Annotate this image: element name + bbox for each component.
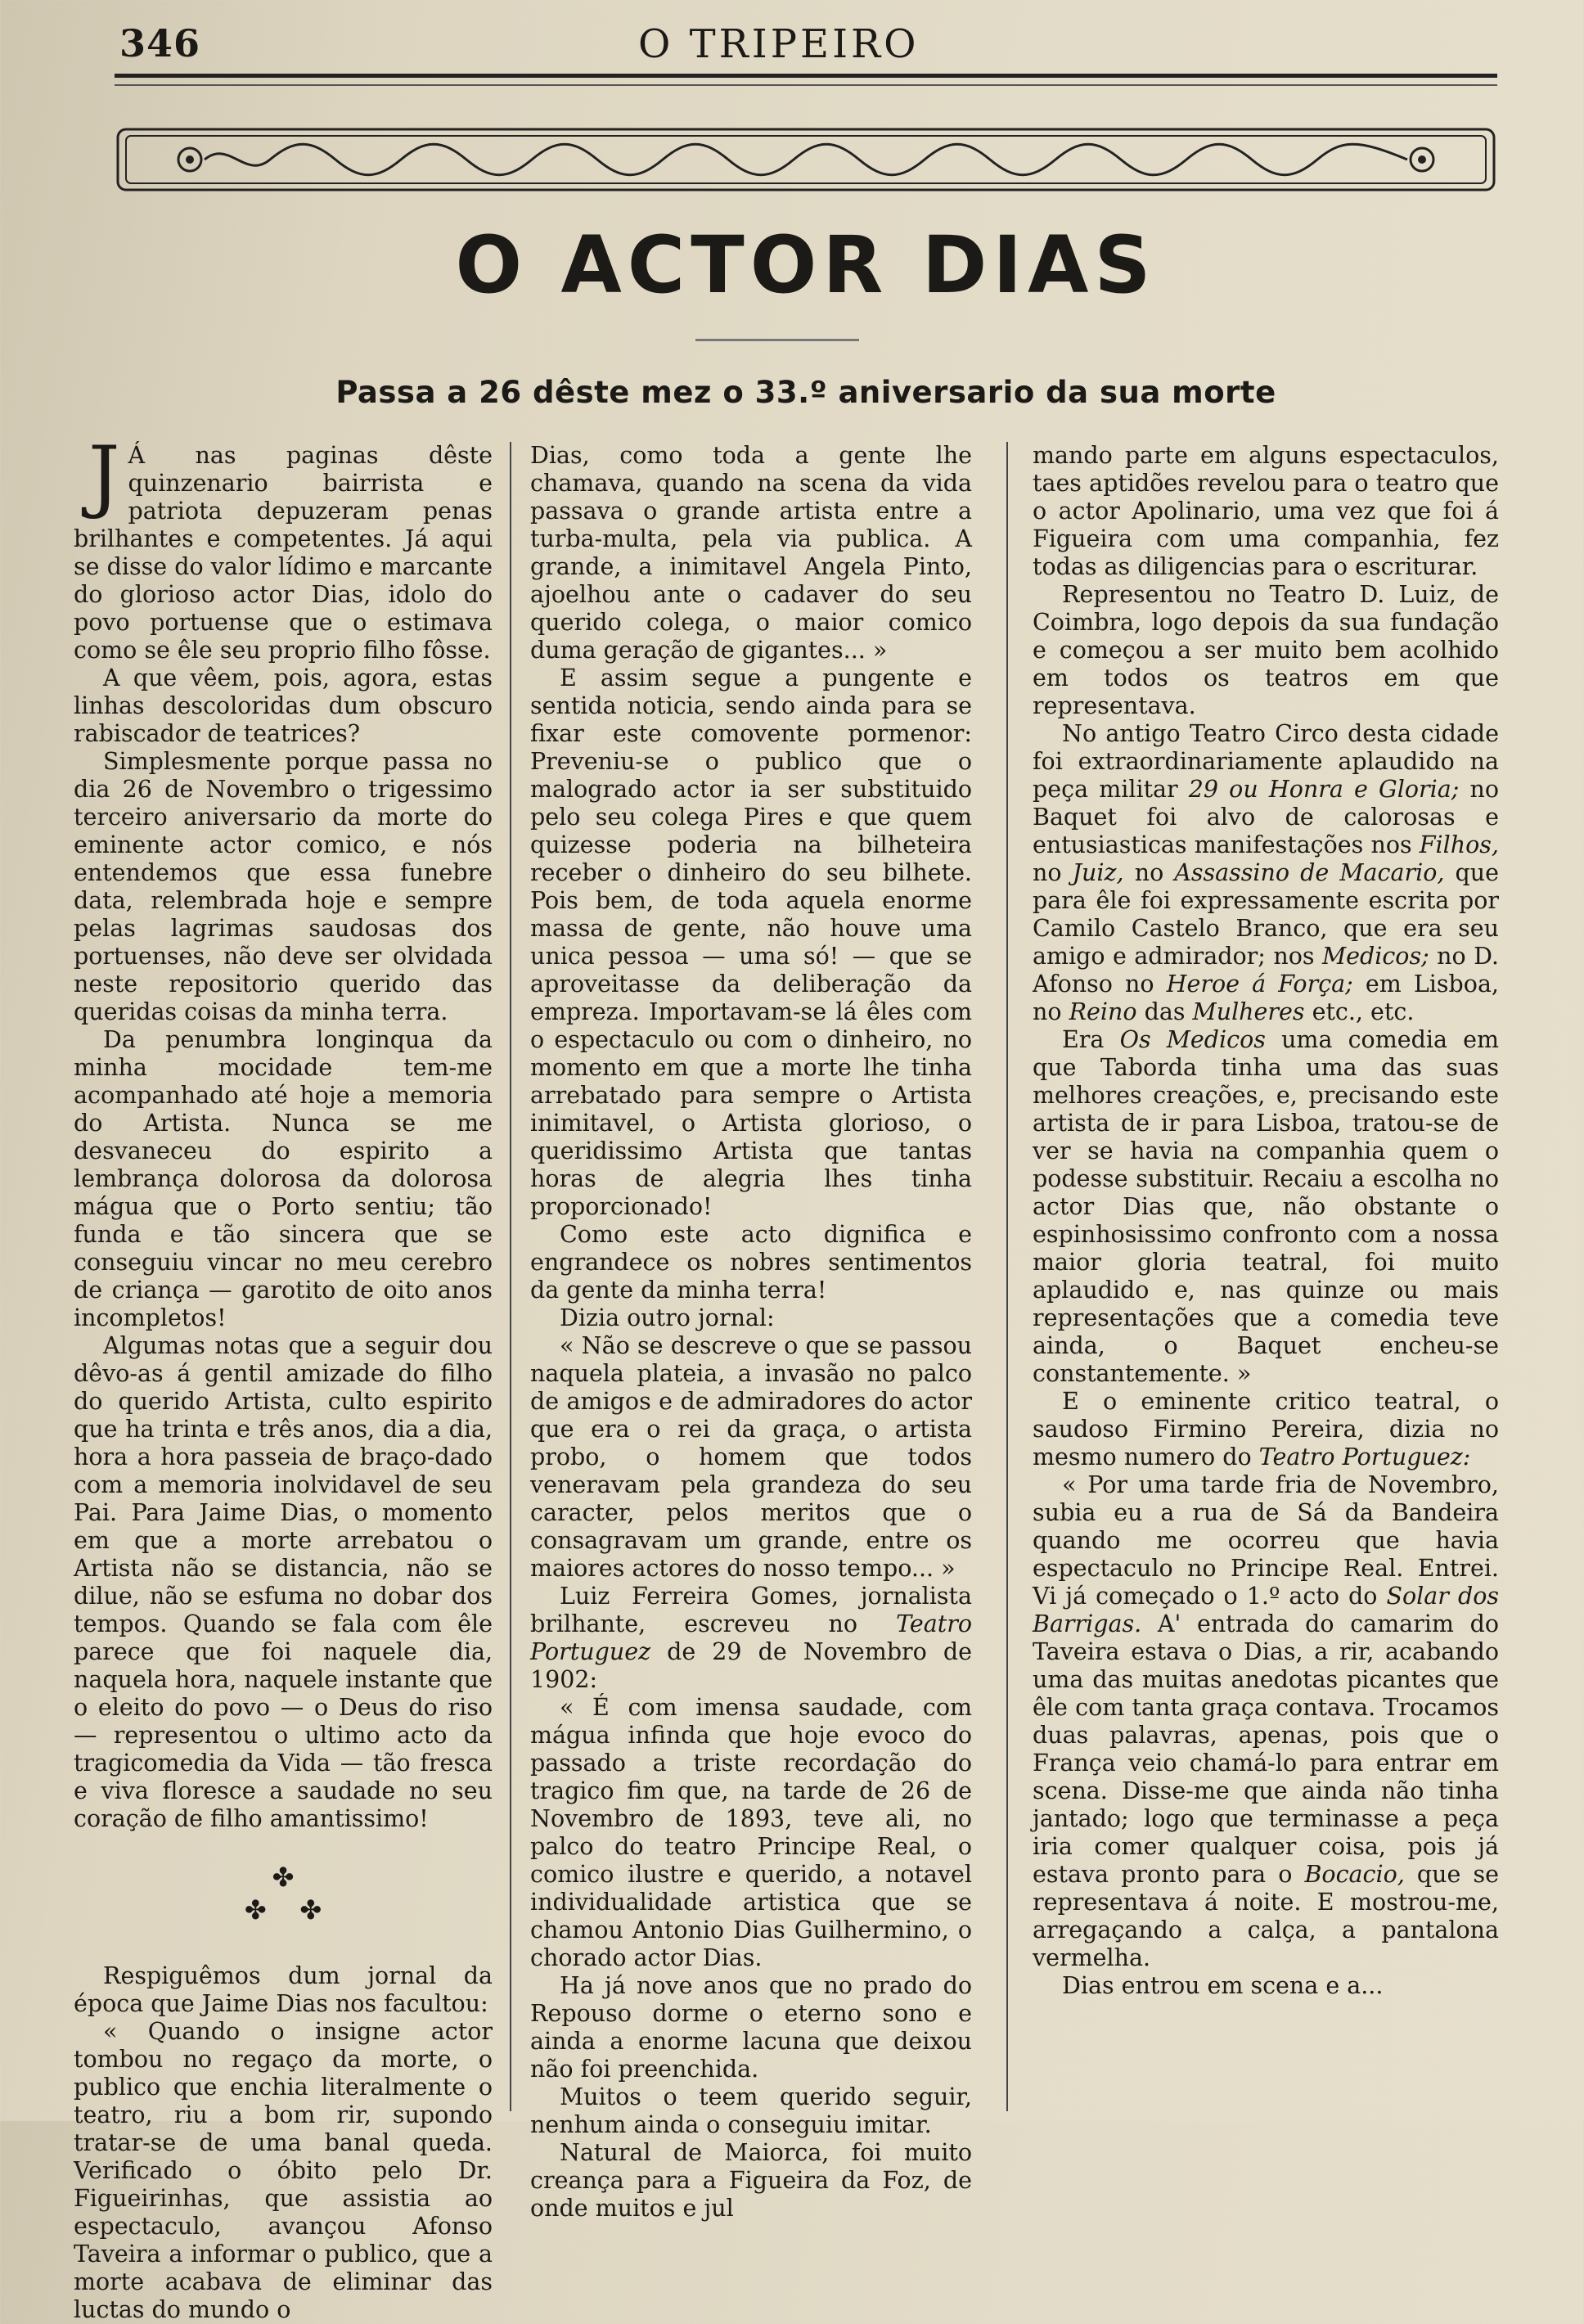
- text-run: que se representava á noite. E mostrou-me, arregaçando a calça, a pantalona vermelha.: [1033, 1861, 1499, 1971]
- section-divider-ornament: [74, 1861, 493, 1926]
- text-run: No antigo Teatro Circo desta cidade foi extraordinariamente aplaudido na peça militar: [1033, 720, 1499, 803]
- journal-title: O TRIPEIRO: [638, 21, 920, 67]
- paragraph: « Quando o insigne actor tombou no regaço da morte, o publico que enchia literalmente o teatro, riu a bom rir, supondo tratar-se de uma banal queda. Verificado o óbito pelo Dr. Figueirinhas, que assistia ao espectaculo, avançou Afonso Taveira a informar o publico, que a morte acabava de eliminar das luctas do mundo o: [74, 2018, 493, 2323]
- paragraph: [1033, 1026, 1499, 1388]
- paragraph: [1033, 1388, 1499, 1471]
- text-run: etc., etc.: [1304, 998, 1415, 1025]
- paragraph: Ha já nove anos que no prado do Repouso dorme o eterno sono e ainda a enorme lacuna que deixou não foi preenchida.: [530, 1972, 972, 2083]
- italic-title: Assassino de Macario,: [1174, 859, 1445, 886]
- article-subtitle: Passa a 26 dêste mez o 33.º aniversario da sua morte: [335, 375, 1276, 410]
- italic-title: Teatro Portuguez:: [1258, 1443, 1471, 1471]
- paragraph: Simplesmente porque passa no dia 26 de Novembro o trigessimo terceiro aniversario da morte do eminente actor comico, e nós entendemos que essa funebre data, relembrada hoje e sempre pelas lagrimas saudosas dos portuenses, não deve ser olvidada neste repositorio querido das queridas coisas da minha terra.: [74, 748, 493, 1025]
- paragraph: mando parte em alguns espectaculos, taes aptidões revelou para o teatro que o actor Apolinario, uma vez que foi á Figueira com uma companhia, fez todas as diligencias para o escriturar.: [1033, 442, 1499, 580]
- paragraph: E assim segue a pungente e sentida noticia, sendo ainda para se fixar este comovente pormenor: Preveniu-se o publico que o malogrado actor ia ser substituido pelo seu colega Pires e que quem quizesse poderia na bilheteira receber o dinheiro do seu bilhete. Pois bem, de toda aquela enorme massa de gente, não houve uma unica pessoa — uma só! — que se aproveitasse da deliberação da empreza. Importavam-se lá êles com o espectaculo ou com o dinheiro, no momento em que a morte lhe tinha arrebatado para sempre o Artista inimitavel, o Artista glorioso, o queridissimo Artista que tantas horas de alegria lhes tinha proporcionado!: [530, 664, 972, 1220]
- text-run: de 29 de Novembro de 1902:: [530, 1638, 972, 1693]
- text-run: Luiz Ferreira Gomes, jornalista brilhante, escreveu no: [530, 1583, 972, 1637]
- italic-title: Reino: [1069, 998, 1137, 1025]
- paragraph: Dias, como toda a gente lhe chamava, quando na scena da vida passava o grande artista entre a turba-multa, pela via publica. A grande, a inimitavel Angela Pinto, ajoelhou ante o cadaver do seu querido colega, o maior comico duma geração de gigantes... »: [530, 442, 972, 664]
- italic-title: Teatro Portuguez: [530, 1610, 972, 1665]
- italic-title: Medicos;: [1321, 943, 1429, 970]
- paragraph: Respiguêmos dum jornal da época que Jaime Dias nos facultou:: [74, 1962, 493, 2017]
- text-run: no: [1123, 859, 1175, 886]
- column-rule: [1006, 442, 1008, 2111]
- italic-title: Heroe á Força;: [1166, 971, 1353, 998]
- paragraph: Representou no Teatro D. Luiz, de Coimbra, logo depois da sua fundação e começou a ser muito bem acolhido em todos os teatros em que representava.: [1033, 581, 1499, 719]
- italic-title: Mulheres: [1192, 998, 1305, 1025]
- paragraph: [1033, 1471, 1499, 1972]
- text-run: « Por uma tarde fria de Novembro, subia eu a rua de Sá da Bandeira quando me ocorreu que havia espectaculo no Principe Real. Entrei. Vi já começado o 1.º acto do: [1033, 1471, 1499, 1610]
- paragraph: A que vêem, pois, agora, estas linhas descoloridas dum obscuro rabiscador de teatrices?: [74, 664, 493, 747]
- paragraph: [530, 1583, 972, 1694]
- column-2: [530, 442, 972, 2223]
- text-run: que para êle foi expressamente escrita por Camilo Castelo Branco, que era seu amigo e admirador; nos: [1033, 859, 1500, 970]
- paragraph: [74, 430, 493, 664]
- paragraph: Dias entrou em scena e a...: [1062, 1972, 1384, 1999]
- page-number: 346: [119, 21, 201, 65]
- italic-title: 29 ou Honra e Gloria;: [1188, 776, 1460, 803]
- header-rule-thin: [115, 84, 1497, 86]
- text-run: no: [1033, 859, 1073, 886]
- paragraph: Natural de Maiorca, foi muito creança para a Figueira da Foz, de onde muitos e jul: [530, 2139, 972, 2222]
- column-rule: [510, 442, 511, 2111]
- text-run: no Baquet foi alvo de calorosas e entusiasticas manifestações nos: [1033, 776, 1499, 858]
- paragraph: Dizia outro jornal:: [560, 1304, 775, 1331]
- italic-title: Bocacio,: [1304, 1861, 1405, 1888]
- fleuron-icon: ✤: [272, 1862, 295, 1893]
- paragraph: Da penumbra longinqua da minha mocidade tem-me acompanhado até hoje a memoria do Artista. Nunca se me desvaneceu do espirito a lembrança dolorosa da dolorosa mágua que o Porto sentiu; tão funda e tão sincera que se conseguiu vincar no meu cerebro de criança — garotito de oito anos incompletos!: [74, 1026, 493, 1331]
- paragraph: Algumas notas que a seguir dou dêvo-as á gentil amizade do filho do querido Artista, culto espirito que ha trinta e três anos, dia a dia, hora a hora passeia de braço-dado com a memoria inolvidavel de seu Pai. Para Jaime Dias, o momento em que a morte arrebatou o Artista não se distancia, não se dilue, não se esfuma no dobar dos tempos. Quando se fala com êle parece que foi naquele dia, naquela hora, naquele instante que o eleito do povo — o Deus do riso — representou o ultimo acto da tragicomedia da Vida — tão fresca e viva floresce a saudade no seu coração de filho amantissimo!: [74, 1332, 493, 1832]
- article-title: O ACTOR DIAS: [455, 219, 1157, 311]
- paragraph: Como este acto dignifica e engrandece os nobres sentimentos da gente da minha terra!: [530, 1221, 972, 1304]
- fleuron-icon: ✤ ✤: [244, 1894, 322, 1925]
- drop-cap: J: [88, 430, 120, 521]
- paragraph: [1033, 720, 1499, 1026]
- header-rule: [115, 74, 1497, 78]
- text-run: das: [1136, 998, 1193, 1025]
- text-run: uma comedia em que Taborda tinha uma das suas melhores creações, e, precisando este artista de ir para Lisboa, tratou-se de ver se havia na companhia quem o podesse substituir. Recaiu a escolha no actor Dias que, não obstante o espinhosissimo confronto com a nossa maior gloria teatral, foi muito aplaudido e, nas quinze ou mais representações que a comedia teve ainda, o Baquet encheu-se constantemente. »: [1033, 1026, 1500, 1387]
- italic-title: Os Medicos: [1119, 1026, 1266, 1053]
- italic-title: Juiz,: [1072, 859, 1124, 886]
- running-header: [115, 16, 1494, 74]
- text-run: Era: [1062, 1026, 1120, 1053]
- paragraph: « É com imensa saudade, com mágua infinda que hoje evoco do passado a triste recordação do tragico fim que, na tarde de 26 de Novembro de 1893, teve ali, no palco do teatro Principe Real, o comico ilustre e querido, a notavel individualidade artistica que se chamou Antonio Dias Guilhermino, o chorado actor Dias.: [530, 1694, 972, 1971]
- text-run: E o eminente critico teatral, o saudoso Firmino Pereira, dizia no mesmo numero do: [1033, 1388, 1499, 1471]
- paragraph: « Não se descreve o que se passou naquela plateia, a invasão no palco de amigos e de admiradores do actor que era o rei da graça, o artista probo, o homem que todos veneravam pela grandeza do seu caracter, pelos meritos que o consagravam um grande, entre os maiores actores do nosso tempo... »: [530, 1332, 972, 1582]
- text-run: A' entrada do camarim do Taveira estava o Dias, a rir, acabando uma das muitas anedotas picantes que êle com tanta graça contava. Trocamos duas palavras, apenas, pois que o França veio chamá-lo para entrar em scena. Disse-me que ainda não tinha jantado; logo que terminasse a peça iria comer qualquer coisa, pois já estava pronto para o: [1033, 1610, 1499, 1888]
- column-1: [74, 430, 493, 2324]
- paragraph: Muitos o teem querido seguir, nenhum ainda o conseguiu imitar.: [530, 2083, 972, 2138]
- paragraph-text: Á nas paginas dêste quinzenario bairrista e patriota depuzeram penas brilhantes e competentes. Já aqui se disse do valor lídimo e marcante do glorioso actor Dias, idolo do povo portuense que o estimava como se êle seu proprio filho fôsse.: [74, 442, 493, 664]
- title-divider: [695, 339, 859, 341]
- column-3: [1033, 442, 1499, 2000]
- text-run: em Lisboa, no: [1033, 971, 1499, 1025]
- text-run: no D. Afonso no: [1033, 943, 1499, 998]
- italic-title: Filhos,: [1419, 831, 1499, 858]
- italic-title: Solar dos Barrigas.: [1033, 1583, 1499, 1637]
- decorative-border-ornament: [115, 123, 1497, 196]
